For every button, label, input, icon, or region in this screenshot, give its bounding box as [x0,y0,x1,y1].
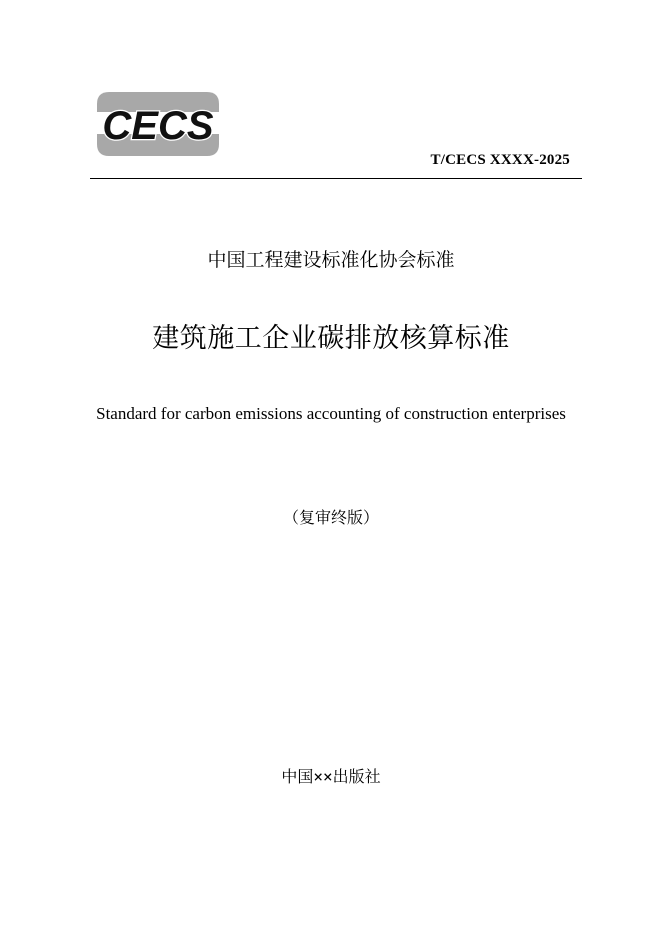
edition-label: （复审终版） [282,508,379,527]
logo-text: CECS [102,104,214,148]
cecs-logo-graphic [95,92,221,156]
standard-code: T/CECS XXXX-2025 [430,152,570,168]
document-title-en: Standard for carbon emissions accounting of construction enterprises [96,404,566,423]
publisher-name: 中国××出版社 [281,767,381,786]
association-name: 中国工程建设标准化协会标准 [207,249,455,271]
document-title-cn: 建筑施工企业碳排放核算标准 [152,323,510,354]
cecs-logo [95,92,221,156]
header-divider [90,178,582,179]
